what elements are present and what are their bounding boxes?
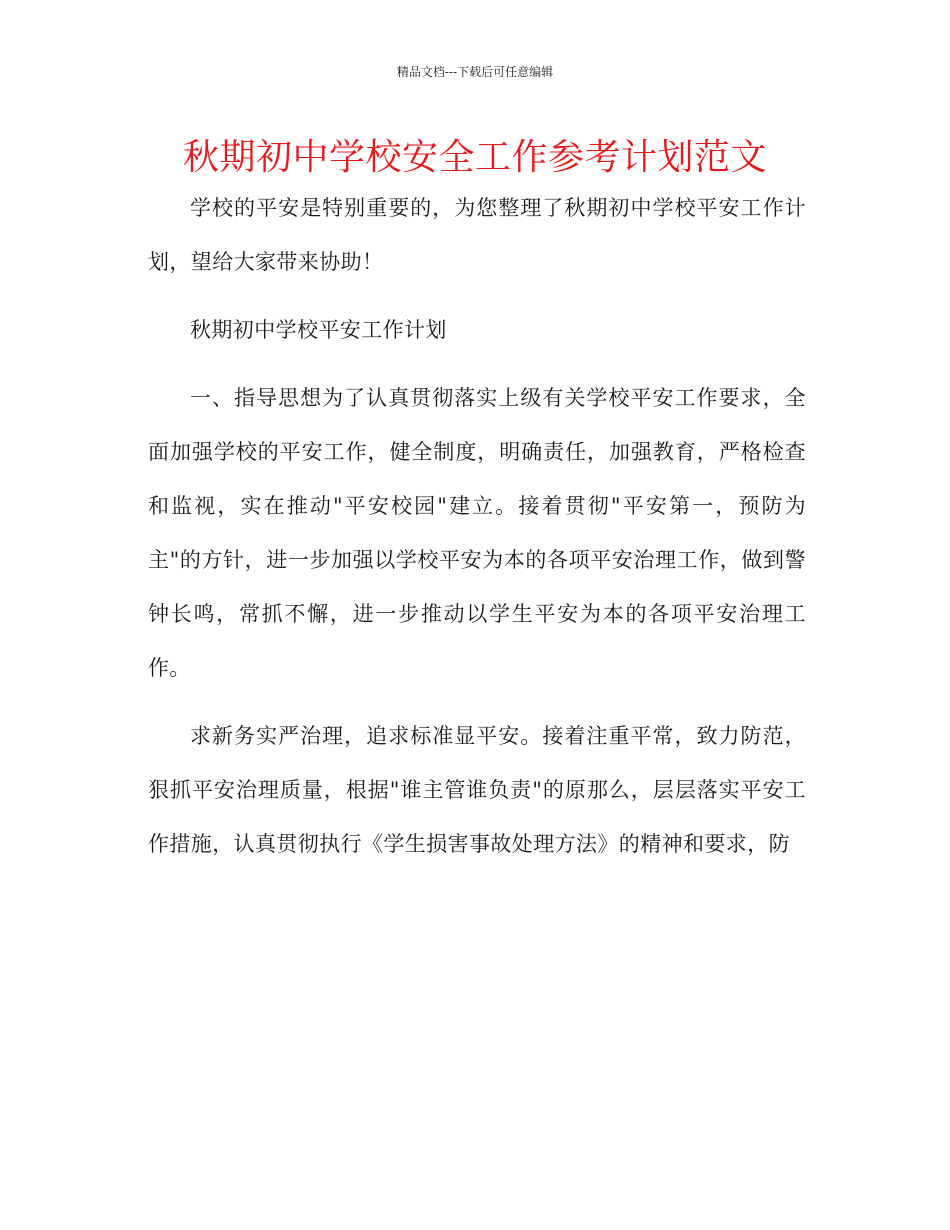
document-body [148, 181, 806, 885]
header-note: 精品文档---下载后可任意编辑 [396, 65, 554, 79]
paragraph-guiding-thought: 一、指导思想为了认真贯彻落实上级有关学校平安工作要求，全面加强学校的平安工作，健全制度，明确责任，加强教育，严格检查和监视，实在推动"平安校园"建立。接着贯彻"平安第一，预防为主"的方针，进一步加强以学校平安为本的各项平安治理工作，做到警钟长鸣，常抓不懈，进一步推动以学生平安为本的各项平安治理工作。 [148, 386, 806, 680]
document-title: 秋期初中学校安全工作参考计划范文 [182, 137, 767, 178]
paragraph-intro: 学校的平安是特别重要的，为您整理了秋期初中学校平安工作计划，望给大家带来协助！ [148, 196, 806, 274]
paragraph-management: 求新务实严治理，追求标准显平安。接着注重平常，致力防范，狠抓平安治理质量，根据"谁主管谁负责"的原那么，层层落实平安工作措施，认真贯彻执行《学生损害事故处理方法》的精神和要求，防 [148, 724, 806, 856]
paragraph-subtitle: 秋期初中学校平安工作计划 [190, 318, 447, 342]
